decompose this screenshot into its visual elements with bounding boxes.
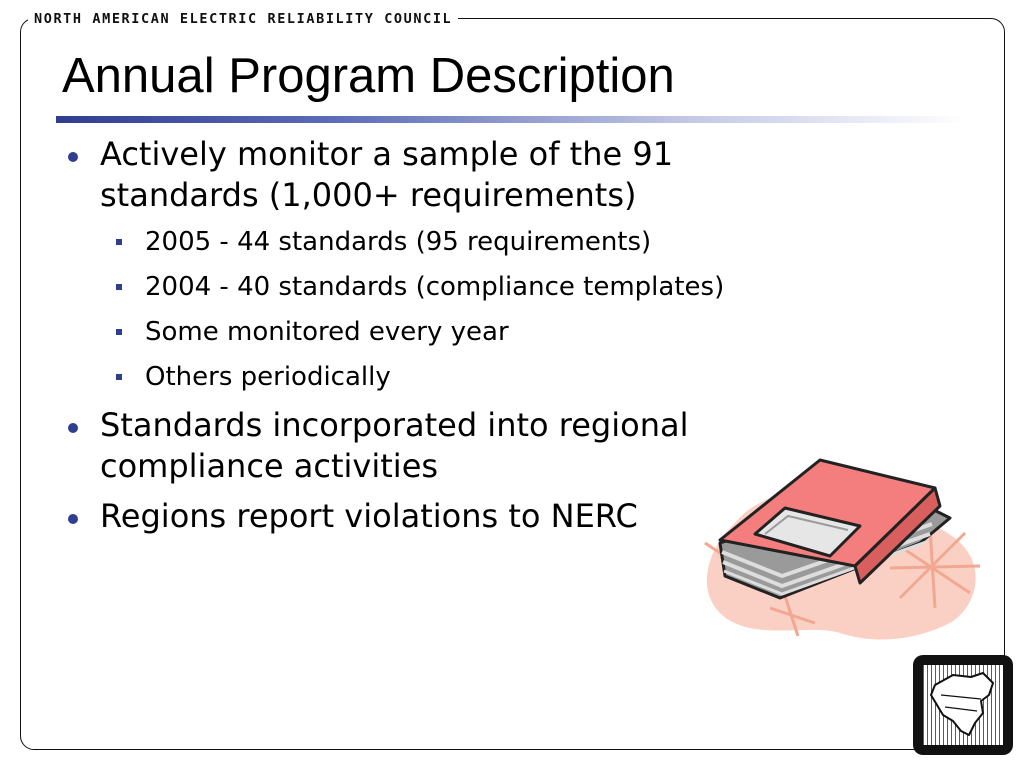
- bullet-text: Regions report violations to NERC: [100, 497, 638, 535]
- bullet-square-icon: [116, 329, 122, 335]
- sub-bullet-text: 2004 - 40 standards (compliance templates): [145, 272, 725, 302]
- bullet-square-icon: [116, 239, 122, 245]
- sub-bullet-text: Others periodically: [145, 362, 391, 392]
- sub-bullet-item: [64, 315, 784, 349]
- org-header: NORTH AMERICAN ELECTRIC RELIABILITY COUNCIL: [28, 9, 458, 29]
- sub-bullet-item: [64, 360, 784, 394]
- sub-bullet-text: Some monitored every year: [145, 317, 509, 347]
- bullet-list: [64, 134, 784, 546]
- slide-title: Annual Program Description: [62, 49, 675, 103]
- bullet-square-icon: [116, 374, 122, 380]
- sub-bullet-item: [64, 270, 784, 304]
- bullet-text: Actively monitor a sample of the 91 standards (1,000+ requirements): [100, 135, 674, 214]
- bullet-dot-icon: [68, 514, 78, 524]
- bullet-dot-icon: [68, 152, 78, 162]
- book-icon: [690, 448, 990, 648]
- bullet-item: [64, 496, 784, 537]
- sub-bullet-item: [64, 225, 784, 259]
- bullet-dot-icon: [68, 423, 78, 433]
- bullet-item: [64, 134, 784, 216]
- bullet-item: [64, 405, 784, 487]
- title-rule: [56, 116, 968, 123]
- bullet-square-icon: [116, 284, 122, 290]
- sub-bullet-text: 2005 - 44 standards (95 requirements): [145, 227, 652, 257]
- bullet-text: Standards incorporated into regional compliance activities: [100, 406, 689, 485]
- nerc-map-logo-icon: [913, 655, 1013, 755]
